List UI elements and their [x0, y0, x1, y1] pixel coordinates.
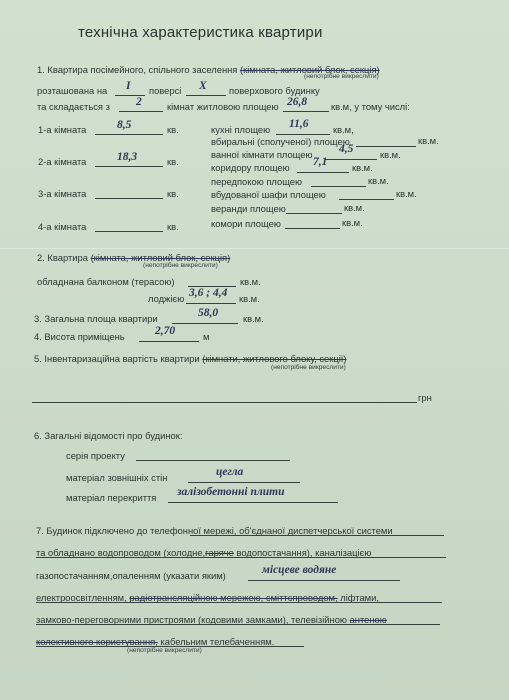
height-value: 2,70 — [155, 325, 176, 337]
corridor-label: коридору площею — [211, 162, 290, 173]
s1-note: (непотрібне викреслити) — [304, 73, 379, 80]
s7-note: (непотрібне викреслити) — [127, 647, 202, 654]
s3-unit: кв.м. — [243, 313, 264, 324]
veranda-unit: кв.м. — [344, 202, 365, 213]
storage-label: комори площею — [211, 218, 281, 229]
wardrobe-label: вбудованої шафи площею — [211, 189, 326, 200]
rooms-label: кімнат житловою площею — [167, 101, 279, 112]
building-label: поверхового будинку — [229, 85, 320, 96]
heating-value: місцеве водяне — [262, 564, 337, 576]
s7-line1: 7. Будинок підключено до телефонної мережі, об'єднаної диспетчерської системи — [36, 525, 393, 536]
currency-label: грн — [418, 392, 432, 403]
bath-value: 4,5 — [339, 143, 354, 155]
s1-struck-options: (кімната, житловий блок, секція) — [239, 64, 380, 75]
s4-unit: м — [203, 331, 210, 342]
series-label: серія проекту — [66, 450, 125, 461]
room2-value: 18,3 — [117, 151, 138, 163]
loggia-label: лоджією — [148, 293, 185, 304]
room2-label: 2-а кімната — [38, 156, 87, 167]
s5-struck-options: (кімнати, житлового блоку, секції) — [202, 353, 347, 364]
rooms-value: 2 — [136, 96, 142, 108]
kitchen-value: 11,6 — [289, 118, 309, 130]
s6-heading: 6. Загальні відомості про будинок: — [34, 430, 183, 441]
fold-crease — [0, 248, 509, 249]
s1-located-label: розташована на — [37, 85, 108, 96]
s2-struck-options: (кімната, житловий блок, секція) — [90, 252, 231, 263]
loggia-value: 3,6 ; 4,4 — [189, 287, 228, 299]
room4-label: 4-а кімната — [38, 221, 87, 232]
s5-note: (непотрібне викреслити) — [271, 364, 346, 371]
storage-unit: кв.м. — [342, 217, 363, 228]
s7-line4: електроосвітленням, радіотрансляційною мережею, сміттєпроводом, ліфтами, — [36, 592, 379, 603]
s4-label: 4. Висота приміщень — [34, 331, 125, 342]
corridor-unit: кв.м. — [352, 162, 373, 173]
s7-line3: газопостачанням,опаленням (указати яким) — [36, 570, 226, 581]
walls-label: матеріал зовнішніх стін — [66, 472, 168, 483]
room1-unit: кв. — [167, 124, 179, 135]
kitchen-unit: кв.м, — [333, 124, 354, 135]
hall-label: передпокою площею — [211, 176, 303, 187]
s3-label: 3. Загальна площа квартири — [34, 313, 158, 324]
room1-value: 8,5 — [117, 119, 132, 131]
s7-line2: та обладнано водопроводом (холодне,гаряче водопостачання), каналізацією — [36, 547, 372, 558]
s2-heading: 2. Квартира (кімната, житловий блок, секція) — [37, 252, 231, 263]
floors-total-value: X — [199, 80, 207, 92]
living-area-value: 26,8 — [287, 96, 308, 108]
walls-value: цегла — [216, 466, 244, 478]
room2-unit: кв. — [167, 156, 179, 167]
balcony-unit: кв.м. — [240, 276, 261, 287]
incl-label: кв.м, у тому числі: — [331, 101, 410, 112]
s5-heading: 5. Інвентаризаційна вартість квартири (кімнати, житлового блоку, секції) — [34, 353, 347, 364]
room4-unit: кв. — [167, 221, 179, 232]
toilet-unit: кв.м. — [418, 135, 439, 146]
floor-value: I — [126, 80, 131, 92]
balcony-label: обладнана балконом (терасою) — [37, 276, 175, 287]
floor-word: поверсі — [149, 85, 182, 96]
bath-label: ванної кімнати площею — [211, 149, 313, 160]
hall-unit: кв.м. — [368, 175, 389, 186]
bath-unit: кв.м. — [380, 149, 401, 160]
s2-note: (непотрібне викреслити) — [143, 262, 218, 269]
wardrobe-unit: кв.м. — [396, 188, 417, 199]
room3-unit: кв. — [167, 188, 179, 199]
room3-label: 3-а кімната — [38, 188, 87, 199]
s7-line6: колективного користування, кабельним телебаченням. — [36, 636, 275, 647]
s1-heading: 1. Квартира посімейного, спільного заселення (кімната, житловий блок, секція) — [37, 64, 380, 75]
toilet-label: вбиральні (сполученої) площею — [211, 136, 350, 147]
veranda-label: веранди площею — [211, 203, 286, 214]
page-title: технічна характеристика квартири — [78, 24, 323, 41]
total-area-value: 58,0 — [198, 307, 219, 319]
floors-material-value: залізобетонні плити — [177, 486, 285, 498]
kitchen-label: кухні площею — [211, 124, 271, 135]
s7-line5: замково-переговорними пристроями (кодовими замками), телевізійною антеною — [36, 614, 387, 625]
floors-material-label: матеріал перекриття — [66, 492, 157, 503]
corridor-value: 7,1 — [313, 156, 328, 168]
loggia-unit: кв.м. — [239, 293, 260, 304]
consists-label: та складається з — [37, 101, 110, 112]
room1-label: 1-а кімната — [38, 124, 87, 135]
